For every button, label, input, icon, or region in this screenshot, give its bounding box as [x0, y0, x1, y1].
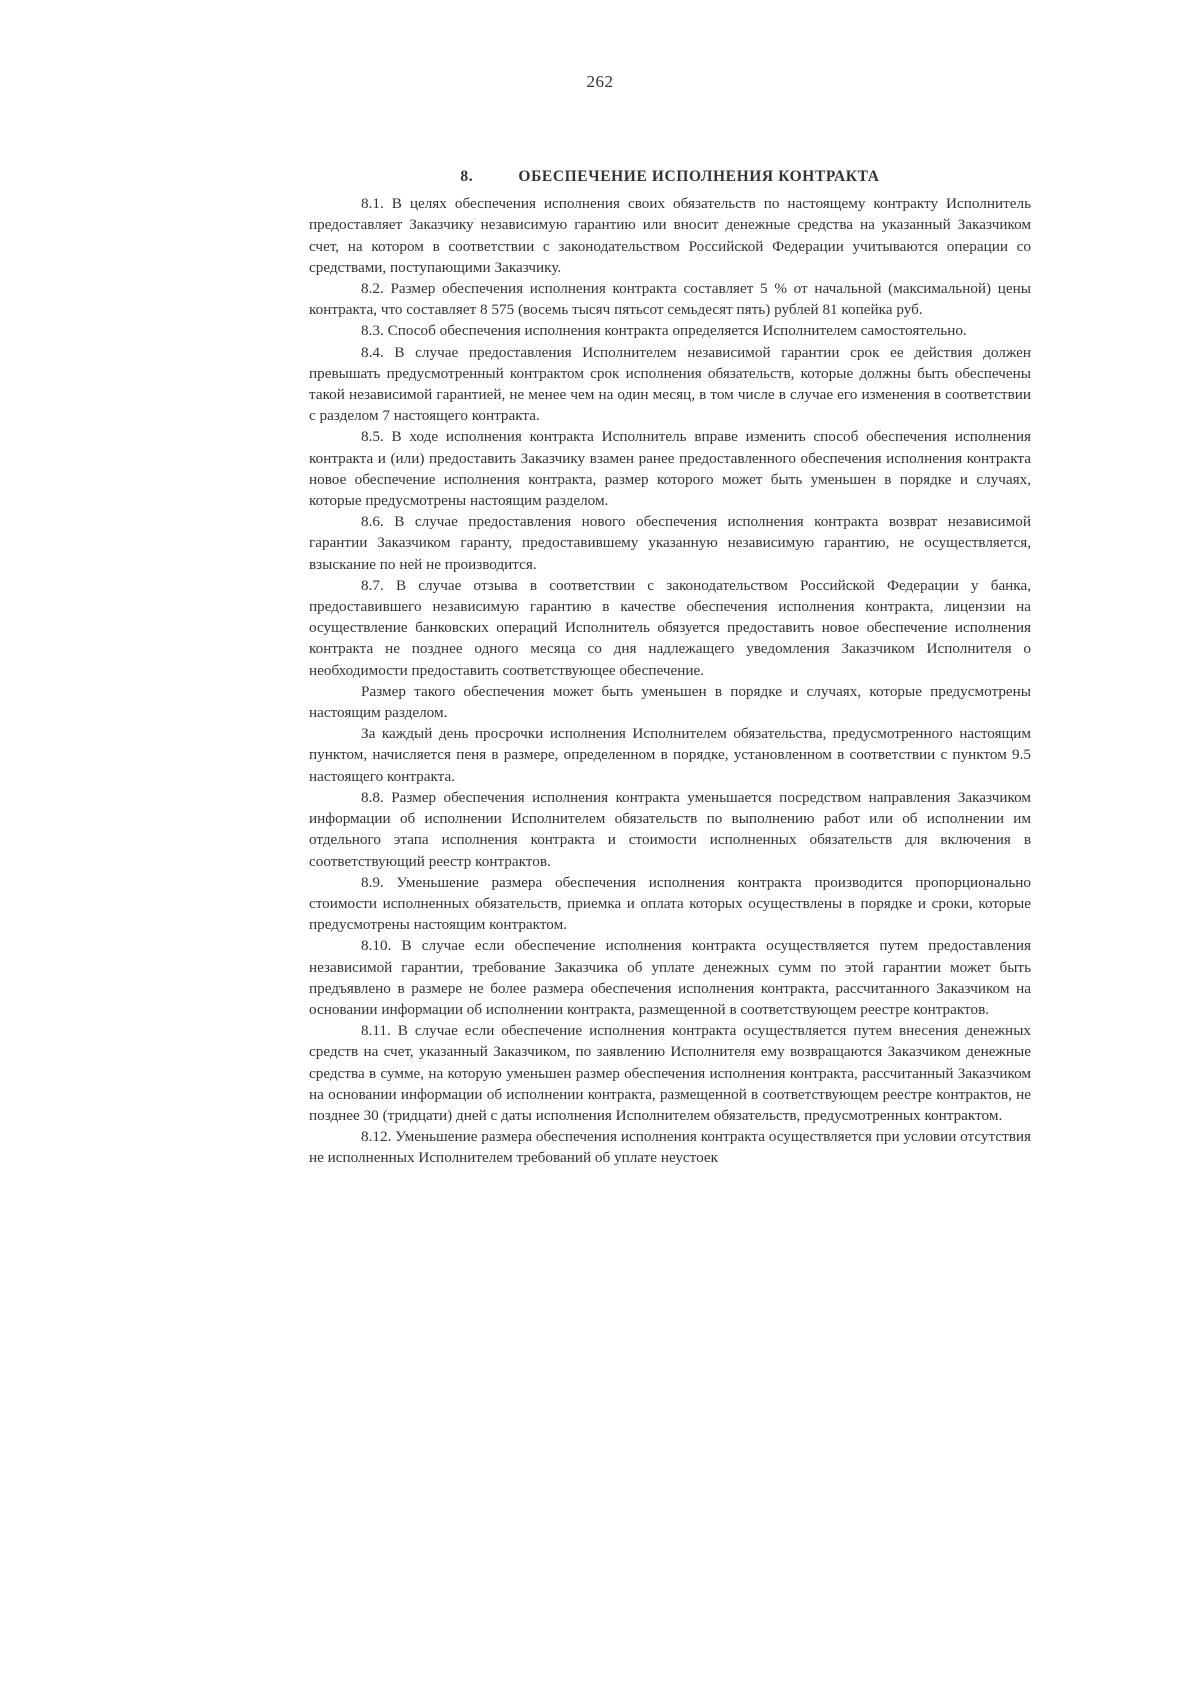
paragraph-8-12: 8.12. Уменьшение размера обеспечения исполнения контракта осуществляется при условии отсутствия не исполненных Исполнителем требований об уплате неустоек	[309, 1128, 1031, 1167]
paragraph-8-9: 8.9. Уменьшение размера обеспечения исполнения контракта производится пропорционально стоимости исполненных обязательств, приемка и оплата которых осуществлены в порядке и сроки, которые предусмотрены настоящим контрактом.	[309, 873, 1031, 934]
paragraph-8-7-penalty: За каждый день просрочки исполнения Исполнителем обязательства, предусмотренного настоящим пунктом, начисляется пеня в размере, определенном в порядке, установленном в соответствии с пунктом 9.5 настоящего контракта.	[309, 725, 1031, 785]
page-number: 262	[586, 72, 614, 91]
section-heading	[309, 166, 1031, 187]
paragraph-8-6: 8.6. В случае предоставления нового обеспечения исполнения контракта возврат независимой гарантии Заказчиком гаранту, предоставившему указанную независимую гарантию, не осуществляется, взыскание по ней не производится.	[309, 513, 1031, 573]
paragraph-8-4: 8.4. В случае предоставления Исполнителем независимой гарантии срок ее действия должен превышать предусмотренный контрактом срок исполнения обязательств, которые должны быть обеспечены такой независимой гарантией, не менее чем на один месяц, в том числе в случае его изменения в соответствии с разделом 7 настоящего контракта.	[309, 343, 1031, 425]
section-number: 8.	[460, 168, 474, 185]
paragraph-8-7: 8.7. В случае отзыва в соответствии с законодательством Российской Федерации у банка, предоставившего независимую гарантию в качестве обеспечения исполнения контракта, лицензии на осуществление банковских операций Исполнитель обязуется предоставить новое обеспечение исполнения контракта не позднее одного месяца со дня надлежащего уведомления Заказчиком Исполнителя о необходимости предоставить соответствующее обеспечение.	[309, 576, 1031, 679]
section-title: ОБЕСПЕЧЕНИЕ ИСПОЛНЕНИЯ КОНТРАКТА	[518, 168, 880, 185]
paragraph-8-7-reduction: Размер такого обеспечения может быть уменьшен в порядке и случаях, которые предусмотрены настоящим разделом.	[309, 682, 1031, 722]
paragraph-8-1: 8.1. В целях обеспечения исполнения своих обязательств по настоящему контракту Исполнитель предоставляет Заказчику независимую гарантию или вносит денежные средства на указанный Заказчиком счет, на котором в соответствии с законодательством Российской Федерации учитываются операции со средствами, поступающими Заказчику.	[309, 195, 1031, 276]
paragraph-8-5: 8.5. В ходе исполнения контракта Исполнитель вправе изменить способ обеспечения исполнения контракта и (или) предоставить Заказчику взамен ранее предоставленного обеспечения исполнения контракта новое обеспечение исполнения контракта, размер которого может быть уменьшен в порядке и случаях, которые предусмотрены настоящим разделом.	[309, 428, 1031, 510]
paragraph-8-10: 8.10. В случае если обеспечение исполнения контракта осуществляется путем предоставления независимой гарантии, требование Заказчика об уплате денежных сумм по этой гарантии может быть предъявлено в размере не более размера обеспечения исполнения контракта, рассчитанного Заказчиком на основании информации об исполнении контракта, размещенной в соответствующем реестре контрактов.	[309, 937, 1031, 1018]
paragraph-8-11: 8.11. В случае если обеспечение исполнения контракта осуществляется путем внесения денежных средств на счет, указанный Заказчиком, по заявлению Исполнителя ему возвращаются Заказчиком денежные средства в сумме, на которую уменьшен размер обеспечения исполнения контракта, рассчитанный Заказчиком на основании информации об исполнении контракта, размещенной в соответствующем реестре контрактов, не позднее 30 (тридцати) дней с даты исполнения Исполнителем обязательств, предусмотренных контрактом.	[309, 1022, 1031, 1124]
paragraph-8-3: 8.3. Способ обеспечения исполнения контракта определяется Исполнителем самостоятельно.	[361, 322, 967, 340]
paragraph-8-2: 8.2. Размер обеспечения исполнения контракта составляет 5 % от начальной (максимальной) цены контракта, что составляет 8 575 (восемь тысяч пятьсот семьдесят пять) рублей 81 копейка руб.	[309, 280, 1031, 319]
document-body	[309, 166, 1031, 1169]
paragraph-8-8: 8.8. Размер обеспечения исполнения контракта уменьшается посредством направления Заказчиком информации об исполнении Исполнителем обязательств по выполнению работ или об исполнении им отдельного этапа исполнения контракта и стоимости исполненных обязательств для включения в соответствующий реестр контрактов.	[309, 788, 1031, 870]
